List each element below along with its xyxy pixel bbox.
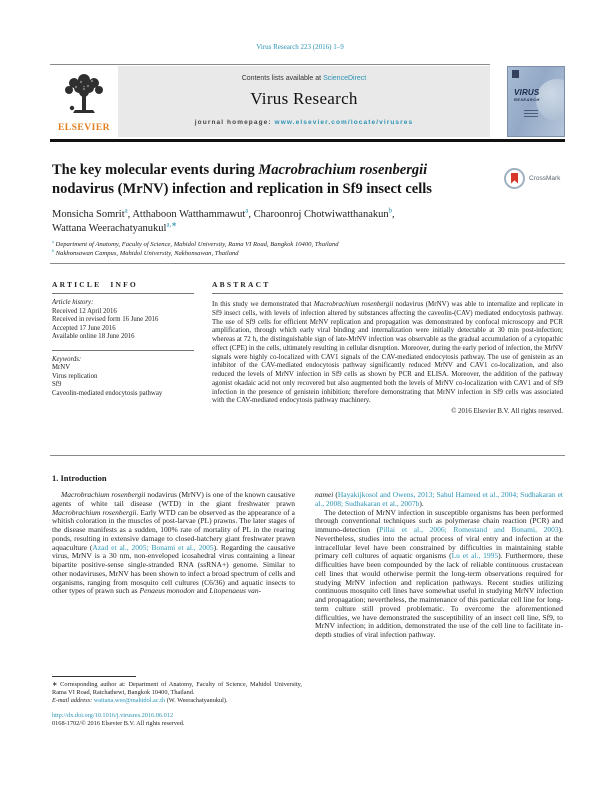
corresponding-author-footnote: [52, 681, 302, 705]
body-column-right: [315, 491, 563, 640]
author-superscript: a: [124, 207, 128, 215]
text-segment: (: [333, 490, 338, 499]
article-info-column: [52, 280, 194, 398]
author-superscript: a,∗: [166, 221, 177, 228]
abstract-heading: ABSTRACT: [212, 280, 271, 289]
crossmark-badge[interactable]: [504, 165, 568, 191]
journal-cover-thumbnail[interactable]: [507, 66, 565, 137]
author-superscript: b: [52, 247, 55, 253]
text-segment: Macrobrachium rosenbergii: [61, 490, 146, 499]
intro-paragraph-1-continued: [315, 491, 563, 509]
homepage-url-link[interactable]: www.elsevier.com/locate/virusres: [274, 119, 414, 126]
journal-reference: Virus Research 223 (2016) 1–9: [256, 43, 344, 51]
keywords-rule: [52, 350, 194, 351]
text-segment: Wattana Weerachatyanukul: [52, 222, 167, 234]
crossmark-icon: [504, 168, 525, 189]
text-segment: ).: [419, 498, 424, 508]
text-segment: Litopenaeus van-: [209, 586, 262, 596]
inline-link[interactable]: wattana.wee@mahidol.ac.th: [93, 696, 166, 704]
keywords-label: Keywords:: [52, 355, 82, 363]
history-item: Available online 18 June 2016: [52, 333, 135, 340]
doi-link[interactable]: http://dx.doi.org/10.1016/j.virusres.2016.06.012: [52, 712, 174, 719]
intro-paragraph-1: [52, 491, 295, 596]
history-label: Article history:: [52, 299, 94, 306]
journal-banner: [118, 66, 490, 137]
keyword-item: MrNV: [52, 364, 71, 371]
text-segment: Macrobrachium rosenbergii: [258, 162, 428, 178]
text-segment: ∗ Corresponding author at: Department of Anatomy, Faculty of Science, Mahidol University, Rama VI Road, Ratchathewi, Bangkok 10400, Thailand.: [52, 681, 302, 696]
keyword-item: Sf9: [52, 381, 62, 388]
text-segment: , Atthaboon Watthammawut: [127, 209, 246, 220]
intro-paragraph-2: [315, 509, 563, 640]
cover-title: [514, 89, 540, 103]
inline-link[interactable]: Lu et al., 1995: [451, 551, 499, 561]
text-segment: ,: [392, 209, 395, 220]
author-list: [52, 208, 522, 235]
article-info-rule: [52, 293, 194, 294]
text-segment: ). Nevertheless, studies into the actual process of viral entry and infection at the intracellular level have been constrained by difficulties in maintaining stable primary cell cultures of aquatic organisms (: [315, 525, 563, 561]
history-item: Received 12 April 2016: [52, 307, 117, 315]
body-column-left: [52, 491, 295, 596]
history-item: Received in revised form 16 June 2016: [52, 316, 159, 323]
inline-link[interactable]: Pillai et al., 2006; Romestand and Bonami, 2003: [379, 525, 559, 534]
text-segment: The detection of MrNV infection in susceptible organisms has been performed through conventional techniques such as polymerase chain reaction (PCR) and immuno-detection (: [315, 507, 563, 534]
text-segment: Penaeus monodon: [139, 586, 195, 596]
homepage-prefix: journal homepage:: [194, 119, 275, 126]
text-segment: and: [194, 586, 210, 596]
text-segment: ). Regarding the causative virus, MrNV is a 30 nm, non-enveloped icosahedral virus containing a linear bipartite positive-sense single-stranded RNA (ssRNA+) genome. Similar to other nodaviruses, MrNV has been shown to infect a broad spectrum of cells and organisms, ranging from mosquito cell cultures (C6/36) and aquatic insects to other types of prawn such as: [52, 542, 295, 596]
contents-prefix: Contents lists available at: [241, 75, 324, 82]
crossmark-label: CrossMark: [529, 174, 561, 182]
cover-title-main: VIRUS: [514, 88, 540, 97]
text-segment: namei: [315, 490, 334, 499]
homepage-line: [118, 119, 490, 126]
journal-name: Virus Research: [250, 89, 358, 108]
cover-editor-lines: [524, 109, 538, 117]
banner-top-rule: [50, 64, 490, 65]
keyword-item: Caveolin-mediated endocytosis pathway: [52, 389, 163, 397]
abstract-rule: [212, 293, 563, 294]
history-item: Accepted 17 June 2016: [52, 324, 116, 332]
author-superscript: a: [52, 238, 54, 244]
elsevier-tree-icon: [57, 68, 111, 118]
footnote-rule: [52, 676, 136, 677]
article-info-heading: ARTICLE INFO: [52, 280, 138, 289]
bookmark-icon: [511, 173, 518, 184]
cover-title-sub: RESEARCH: [514, 97, 540, 102]
text-segment: E-mail address:: [52, 696, 94, 704]
text-segment: Monsicha Somrit: [52, 209, 125, 220]
doi-block: [52, 712, 372, 728]
text-segment: nodavirus (MrNV) infection and replication in Sf9 insect cells: [52, 181, 432, 197]
elsevier-wordmark: ELSEVIER: [57, 123, 111, 133]
abstract-text: [212, 300, 563, 405]
text-segment: (W. Weerachatyanukul).: [165, 696, 228, 704]
author-superscript: b: [388, 207, 393, 215]
abstract-bottom-rule: [50, 455, 565, 456]
text-segment: Nakhonsawan Campus, Mahidol University, Nakhonsawan, Thailand: [54, 249, 239, 257]
cover-issn-chip: [512, 70, 519, 78]
cover-moon-graphic: [536, 79, 565, 121]
text-segment: The key molecular events during: [52, 162, 259, 178]
text-segment: nodavirus (MrNV) was able to internalize and replicate in Sf9 insect cells, with levels of infection altered by substances affecting the caveolin-(CAV) mediated endocytosis pathway. The use of Sf9 cells for efficient MrNV replication and propagation was demonstrated by confocal microscopy and PCR amplification, through which early viral binding and internalization were initially detectable at 30 min post-infection; whereas at 72 h, the distinguishable sign of late-MrNV infection was observable as the gradual accumulation of a cytopathic effect (CPE) in the cells, ultimately resulting in cellular disruption. Moreover, during the early period of infection, the MrNV signals were highly co-localized with CAV1 signals of the CAV-mediated endocytosis pathway. The use of genistein as an inhibitor of the CAV-mediated endocytosis pathway significantly reduced MrNV and CAV1 co-localization, and also reduced the levels of MrNV infection in Sf9 cells as shown by PCR and ELISA. Moreover, the addition of the pathway agonist okadaic acid not only recovered but also augmented both the levels of MrNV co-localization with CAV1 and of Sf9 infection in the presence of genistein inhibition; therefore demonstrating that MrNV infection in Sf9 cells was associated with the CAV-mediated endocytosis pathway machinery.: [212, 300, 563, 405]
text-segment: Department of Anatomy, Faculty of Science, Mahidol University, Rama VI Road, Bangkok 10400, Thailand: [53, 241, 339, 248]
text-segment: In this study we demonstrated that: [212, 300, 314, 308]
author-superscript: a: [245, 207, 249, 215]
inline-link[interactable]: Azad et al., 2005; Bonami et al., 2005: [92, 542, 214, 552]
article-title: [52, 161, 497, 199]
header-thick-rule: [50, 139, 565, 142]
abstract-copyright: © 2016 Elsevier B.V. All rights reserved.: [451, 408, 563, 415]
text-segment: , Charoonroj Chotwiwatthanakun: [248, 209, 389, 220]
issn-copyright-line: 0168-1702/© 2016 Elsevier B.V. All rights reserved.: [52, 720, 185, 727]
text-segment: ). Furthermore, these difficulties have been compounded by the lack of reliable continuous crustacean cell lines that would otherwise permit the long-term observations required for studying MrNV infection and replication pathways. Recent studies utilizing continuous mosquito cell lines have somewhat useful in studying MrNV infection and propagation; nevertheless, the maintenance of this particular cell line for long-term culture still proved problematic. To overcome the aforementioned difficulties, we have demonstrated the susceptibility of an insect cell line, Sf9, to MrNV infection; in addition, demonstrated the use of the cell line to facilitate in-depth studies of viral infection pathway.: [315, 551, 563, 639]
text-segment: nodavirus (MrNV) is one of the known causative agents of white tail disease (WTD) in the giant freshwater prawn: [52, 490, 295, 508]
inline-link[interactable]: Hayakijkosol and Owens, 2013; Sahul Hameed et al., 2004; Sudhakaran et al., 2008; Sudhakaran et al., 2007b: [315, 490, 563, 508]
keyword-item: Virus replication: [52, 372, 98, 380]
elsevier-logo: [52, 68, 116, 137]
text-segment: Macrobrachium rosenbergii: [313, 300, 394, 308]
section-heading-introduction: 1. Introduction: [52, 473, 107, 483]
affiliations: [52, 238, 522, 258]
abstract-column: [212, 280, 563, 415]
contents-line: [118, 75, 490, 82]
title-divider-rule: [50, 263, 565, 264]
text-segment: Macrobrachium rosenbergii: [52, 507, 137, 517]
text-segment: . Early WTD can be observed as the appearance of a whitish coloration in the muscles of post-larvae (PL) prawns. The later stages of the disease manifests as a sudden, 100% rate of mortality of PL in the rearing ponds, resulting in extensive damage to closed-hatchery giant freshwater prawn aquaculture (: [52, 507, 295, 552]
sciencedirect-link[interactable]: ScienceDirect: [323, 75, 367, 82]
